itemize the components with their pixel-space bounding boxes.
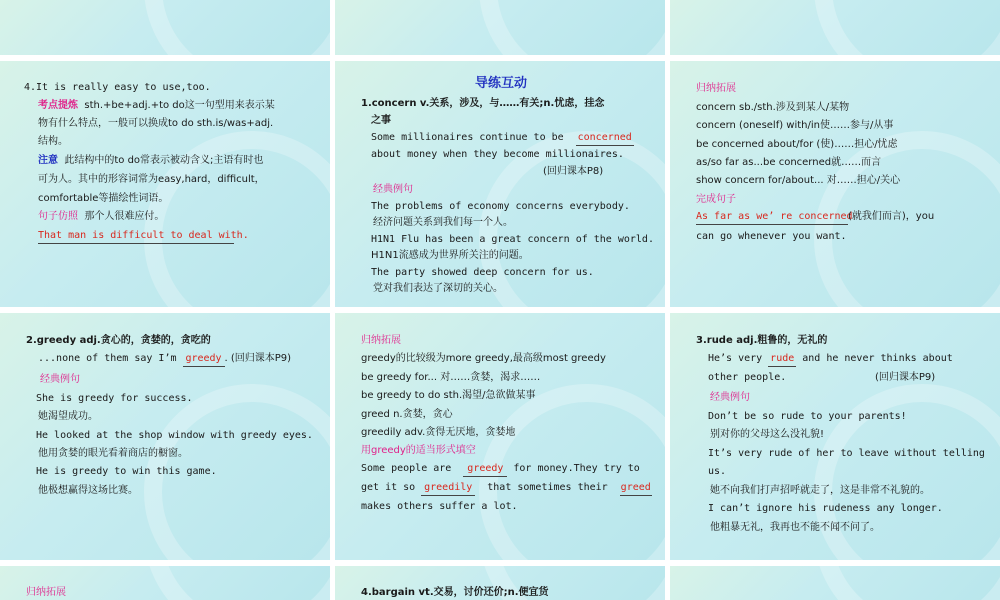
example-1-cn: 她渴望成功。 xyxy=(38,411,98,422)
fill-line-2 xyxy=(361,481,652,496)
textbook-line-1 xyxy=(708,352,953,367)
answer-blank-2: greedily xyxy=(421,481,475,496)
text-post: . (回归课本P9) xyxy=(224,353,292,364)
example-label: 经典例句 xyxy=(40,374,80,385)
point-line-1 xyxy=(38,99,275,113)
answer-blank-3: greed xyxy=(620,481,652,496)
note-text: 此结构中的to do常表示被动含义;主语有时也 xyxy=(64,155,264,166)
text-pre: ...none of them say I’m xyxy=(38,353,177,364)
imitation-text: 那个人很难应付。 xyxy=(84,211,165,222)
answer-blank: concerned xyxy=(576,131,634,146)
extension-4: greed n.贪婪，贪心 xyxy=(361,409,453,420)
tip-label: 考点提炼 xyxy=(38,100,78,111)
point-line-2: 物有什么特点，一般可以换成to do sth.is/was+adj. xyxy=(38,118,274,129)
slide-top-right xyxy=(670,0,1000,55)
slide-greedy-extension xyxy=(335,313,665,560)
example-1-cn: 别对你的父母这么没礼貌! xyxy=(710,429,825,440)
point-line-3: 结构。 xyxy=(38,136,68,147)
extension-5: greedily adv.贪得无厌地，贪婪地 xyxy=(361,427,516,438)
complete-sentence-label: 完成句子 xyxy=(696,194,736,205)
example-3-cn: 他粗暴无礼，我再也不能不闻不问了。 xyxy=(710,522,880,533)
example-1: Don’t be so rude to your parents! xyxy=(708,411,907,422)
text-pre: Some people are xyxy=(361,463,452,474)
note-label: 注意 xyxy=(38,155,58,166)
example-label: 经典例句 xyxy=(373,184,413,195)
slide-bottom-middle xyxy=(335,566,665,600)
extension-label: 归纳拓展 xyxy=(361,335,401,346)
slide-bottom-right xyxy=(670,566,1000,600)
extension-label: 归纳拓展 xyxy=(696,83,736,94)
slide-concern-extension xyxy=(670,61,1000,307)
extension-5: show concern for/about... 对……担心/关心 xyxy=(696,175,901,186)
example-3: The party showed deep concern for us. xyxy=(371,267,594,278)
fill-blank-label: 用greedy的适当形式填空 xyxy=(361,445,476,456)
example-3: I can’t ignore his rudeness any longer. xyxy=(708,503,943,514)
imitation-label: 句子仿照 xyxy=(38,211,78,222)
example-1: She is greedy for success. xyxy=(36,393,193,404)
slide-bottom-left xyxy=(0,566,330,600)
fill-line-1 xyxy=(361,462,640,477)
word-heading: 1.concern v.关系，涉及，与……有关;n.忧虑，挂念 xyxy=(361,98,605,109)
answer-line xyxy=(38,229,249,244)
slide-concern xyxy=(335,61,665,307)
example-label: 经典例句 xyxy=(710,392,750,403)
textbook-ref: (回归课本P8) xyxy=(543,166,604,177)
example-3-cn: 他极想赢得这场比赛。 xyxy=(38,485,138,496)
example-2-cn: 他用贪婪的眼光看着商店的橱窗。 xyxy=(38,448,188,459)
text-pre: get it so xyxy=(361,482,416,493)
example-3: He is greedy to win this game. xyxy=(36,466,217,477)
answer-blank: greedy xyxy=(183,352,225,367)
example-2: H1N1 Flu has been a great concern of the world. xyxy=(371,234,654,245)
example-2-cn: 她不向我们打声招呼就走了，这是非常不礼貌的。 xyxy=(710,485,930,496)
textbook-line xyxy=(38,352,291,367)
extension-1: concern sb./sth.涉及到某人/某物 xyxy=(696,102,850,113)
example-1: The problems of economy concerns everybody. xyxy=(371,201,630,212)
text-post: (就我们而言)，you xyxy=(848,211,935,222)
example-2: It’s very rude of her to leave without telling xyxy=(708,448,985,459)
answer-blank: greedy xyxy=(463,462,507,477)
imitation-line xyxy=(38,210,164,224)
slide-top-middle xyxy=(335,0,665,55)
textbook-line-2: about money when they become millionaires. xyxy=(371,149,624,160)
word-heading: 2.greedy adj.贪心的，贪婪的，贪吃的 xyxy=(26,335,211,346)
word-heading: 3.rude adj.粗鲁的，无礼的 xyxy=(696,335,828,346)
example-2: He looked at the shop window with greedy eyes. xyxy=(36,430,313,441)
tip-text: sth.+be+adj.+to do这一句型用来表示某 xyxy=(84,100,275,111)
extension-1: greedy的比较级为more greedy,最高级most greedy xyxy=(361,353,606,364)
example-2-cn: H1N1流感成为世界所关注的问题。 xyxy=(371,250,529,261)
slide-top-left xyxy=(0,0,330,55)
slide-greedy xyxy=(0,313,330,560)
extension-label: 归纳拓展 xyxy=(26,587,66,598)
answer-blank: That man is difficult to deal with. xyxy=(38,229,234,244)
textbook-ref: (回归课本P9) xyxy=(875,372,936,383)
text-pre: Some millionaires continue to be xyxy=(371,132,564,143)
text-post: for money.They try to xyxy=(513,463,640,474)
fill-line-3: makes others suffer a lot. xyxy=(361,501,518,512)
answer-blank: As far as we’ re concerned xyxy=(696,210,848,225)
slide-rude xyxy=(670,313,1000,560)
example-2-cont: us. xyxy=(708,466,727,477)
extension-3: be concerned about/for (使)……担心/忧虑 xyxy=(696,139,898,150)
example-1-cn: 经济问题关系到我们每一个人。 xyxy=(373,217,513,228)
example-3-cn: 党对我们表达了深切的关心。 xyxy=(373,283,503,294)
answer-blank: rude xyxy=(768,352,796,367)
complete-line-2: can go whenever you want. xyxy=(696,231,847,242)
word-heading: 4.bargain vt.交易，讨价还价;n.便宜货 xyxy=(361,587,549,598)
slide-heading: 4.It is really easy to use,too. xyxy=(24,82,211,93)
note-line-1 xyxy=(38,154,263,168)
extension-2: concern (oneself) with/in使……参与/从事 xyxy=(696,120,894,131)
slide-title: 导练互动 xyxy=(475,76,528,91)
word-heading-cont: 之事 xyxy=(371,115,391,126)
complete-line-1 xyxy=(696,210,934,225)
textbook-line-2: other people. xyxy=(708,372,787,383)
slide-sentence-4 xyxy=(0,61,330,307)
text-mid: that sometimes their xyxy=(487,482,608,493)
textbook-line-1 xyxy=(371,131,634,146)
extension-2: be greedy for... 对……贪婪，渴求…… xyxy=(361,372,541,383)
extension-4: as/so far as...be concerned就……而言 xyxy=(696,157,882,168)
text-post: and he never thinks about xyxy=(802,353,953,364)
note-line-3: comfortable等描绘性词语。 xyxy=(38,193,169,204)
text-pre: He’s very xyxy=(708,353,763,364)
extension-3: be greedy to do sth.渴望/急欲做某事 xyxy=(361,390,536,401)
note-line-2: 可为人。其中的形容词常为easy,hard，difficult， xyxy=(38,174,265,185)
